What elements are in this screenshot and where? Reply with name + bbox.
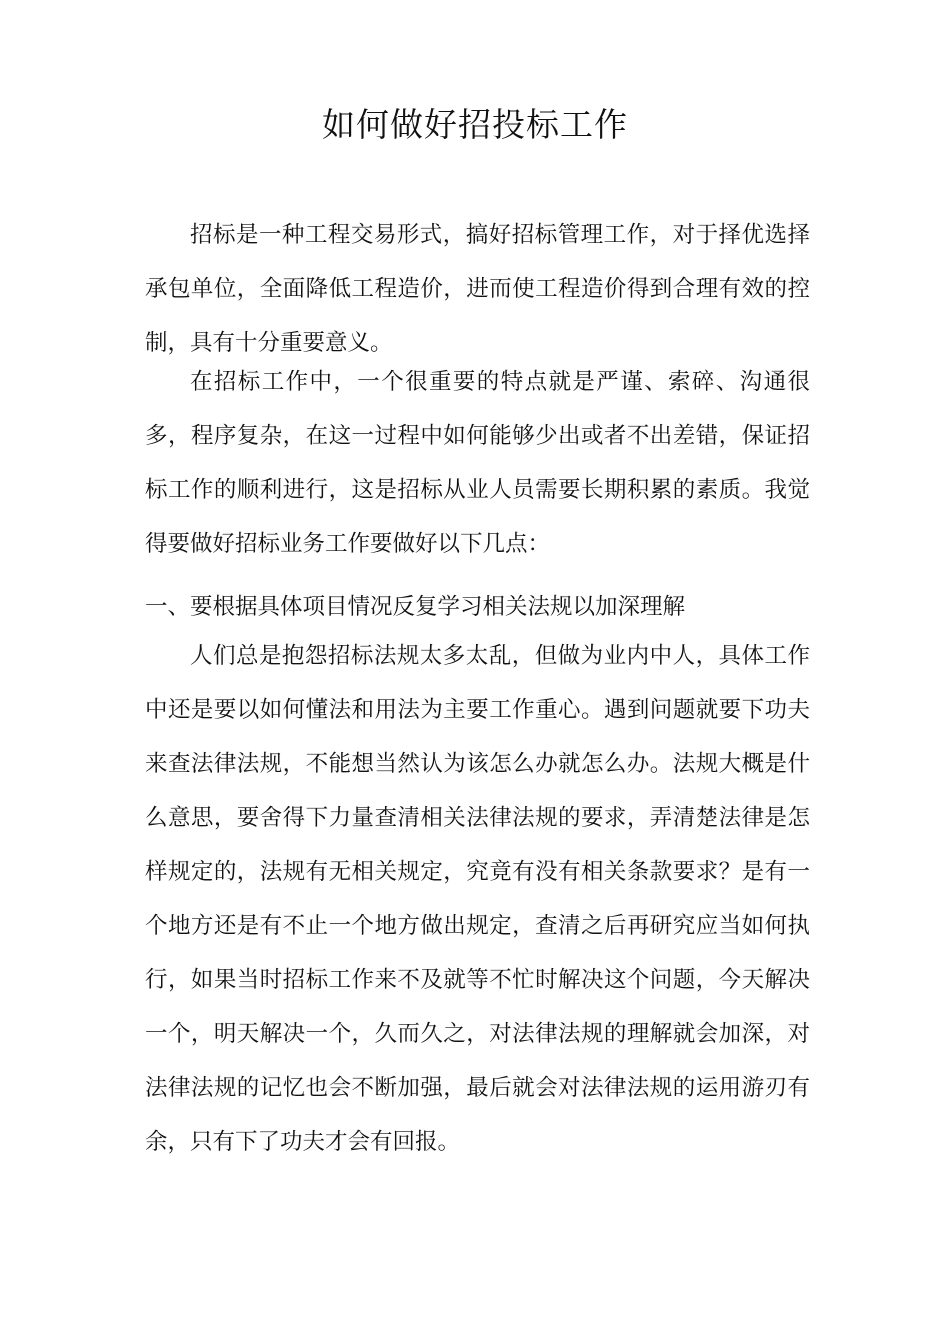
section-paragraph: 人们总是抱怨招标法规太多太乱，但做为业内中人，具体工作中还是要以如何懂法和用法为主要工作重心。遇到问题就要下功夫来查法律法规，不能想当然认为该怎么办就怎么办。法规大概是什么意思，要舍得下力量查清相关法律法规的要求，弄清楚法律是怎样规定的，法规有无相关规定，究竟有没有相关条款要求？是有一个地方还是有不止一个地方做出规定，查清之后再研究应当如何执行，如果当时招标工作来不及就等不忙时解决这个问题，今天解决一个，明天解决一个，久而久之，对法律法规的理解就会加深，对法律法规的记忆也会不断加强，最后就会对法律法规的运用游刃有余，只有下了功夫才会有回报。 (145, 643, 810, 1155)
section-heading: 一、要根据具体项目情况反复学习相关法规以加深理解 (145, 594, 686, 620)
intro-paragraph: 招标是一种工程交易形式，搞好招标管理工作，对于择优选择承包单位，全面降低工程造价，进而使工程造价得到合理有效的控制，具有十分重要意义。 (145, 222, 810, 356)
document-title: 如何做好招投标工作 (322, 105, 628, 144)
context-paragraph: 在招标工作中，一个很重要的特点就是严谨、索碎、沟通很多，程序复杂，在这一过程中如何能够少出或者不出差错，保证招标工作的顺利进行，这是招标从业人员需要长期积累的素质。我觉得要做好招标业务工作要做好以下几点： (145, 369, 810, 557)
